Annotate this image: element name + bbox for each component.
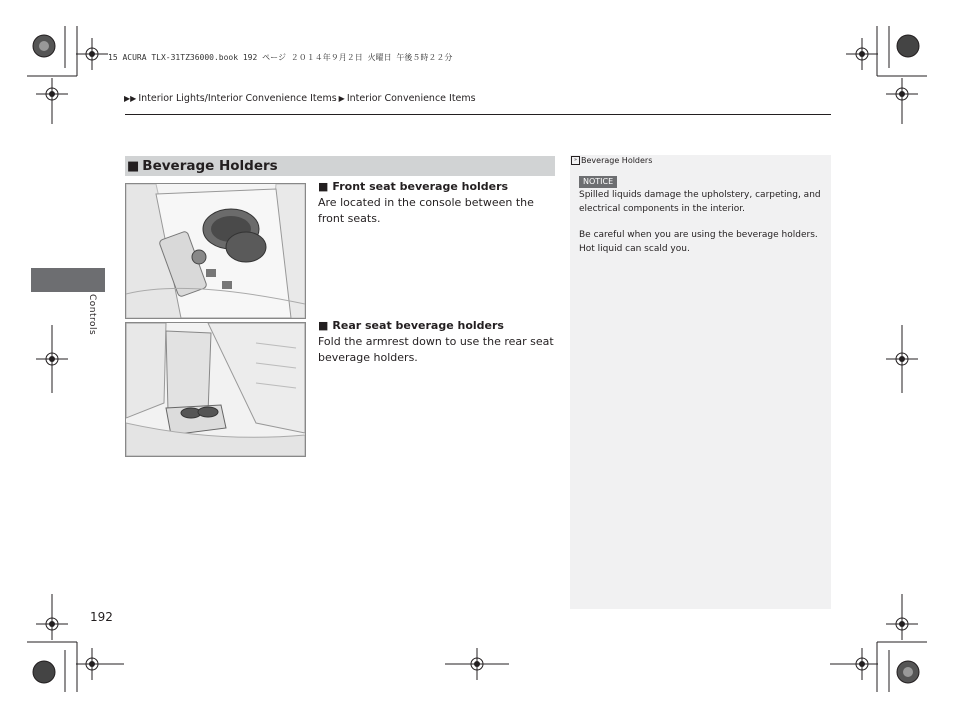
rear-holders-description: Fold the armrest down to use the rear seat beverage holders. bbox=[318, 335, 554, 364]
section-title: Beverage Holders bbox=[142, 158, 278, 174]
item-square-icon: ■ bbox=[318, 180, 329, 193]
breadcrumb-arrow-icon: ▶▶ bbox=[124, 94, 137, 103]
header-divider bbox=[125, 114, 831, 115]
breadcrumb bbox=[124, 93, 476, 104]
print-header: 15 ACURA TLX-31TZ36000.book 192 ページ ２０１４年９月２日 火曜日 午後５時２２分 bbox=[108, 53, 453, 62]
chapter-tab-label: Controls bbox=[87, 294, 97, 336]
breadcrumb-separator-icon: ▶ bbox=[338, 94, 345, 103]
rear-armrest-cup-holders-photo bbox=[125, 322, 306, 457]
page-number: 192 bbox=[90, 610, 113, 624]
section-heading bbox=[125, 156, 555, 176]
notice-badge: NOTICE bbox=[579, 176, 617, 188]
heading-square-icon: ■ bbox=[127, 158, 140, 174]
front-holders-title: ■ Front seat beverage holders bbox=[318, 180, 509, 193]
caution-text: Be careful when you are using the beverage holders. Hot liquid can scald you. bbox=[579, 230, 818, 254]
notice-text: Spilled liquids damage the upholstery, carpeting, and electrical components in the interior. bbox=[579, 190, 821, 214]
front-holders-description: Are located in the console between the front seats. bbox=[318, 196, 534, 225]
front-console-cup-holders-photo bbox=[125, 183, 306, 319]
sidebar-reference[interactable] bbox=[571, 156, 652, 165]
reference-arrow-icon: » bbox=[571, 156, 580, 165]
chapter-tab[interactable] bbox=[31, 268, 105, 292]
sidebar-reference-label: Beverage Holders bbox=[581, 156, 653, 165]
breadcrumb-item-interior-lights[interactable]: Interior Lights/Interior Convenience Items bbox=[138, 93, 337, 104]
notes-sidebar bbox=[570, 155, 831, 609]
breadcrumb-item-interior-convenience[interactable]: Interior Convenience Items bbox=[346, 93, 476, 104]
item-square-icon: ■ bbox=[318, 319, 329, 332]
rear-holders-title: ■ Rear seat beverage holders bbox=[318, 319, 504, 332]
